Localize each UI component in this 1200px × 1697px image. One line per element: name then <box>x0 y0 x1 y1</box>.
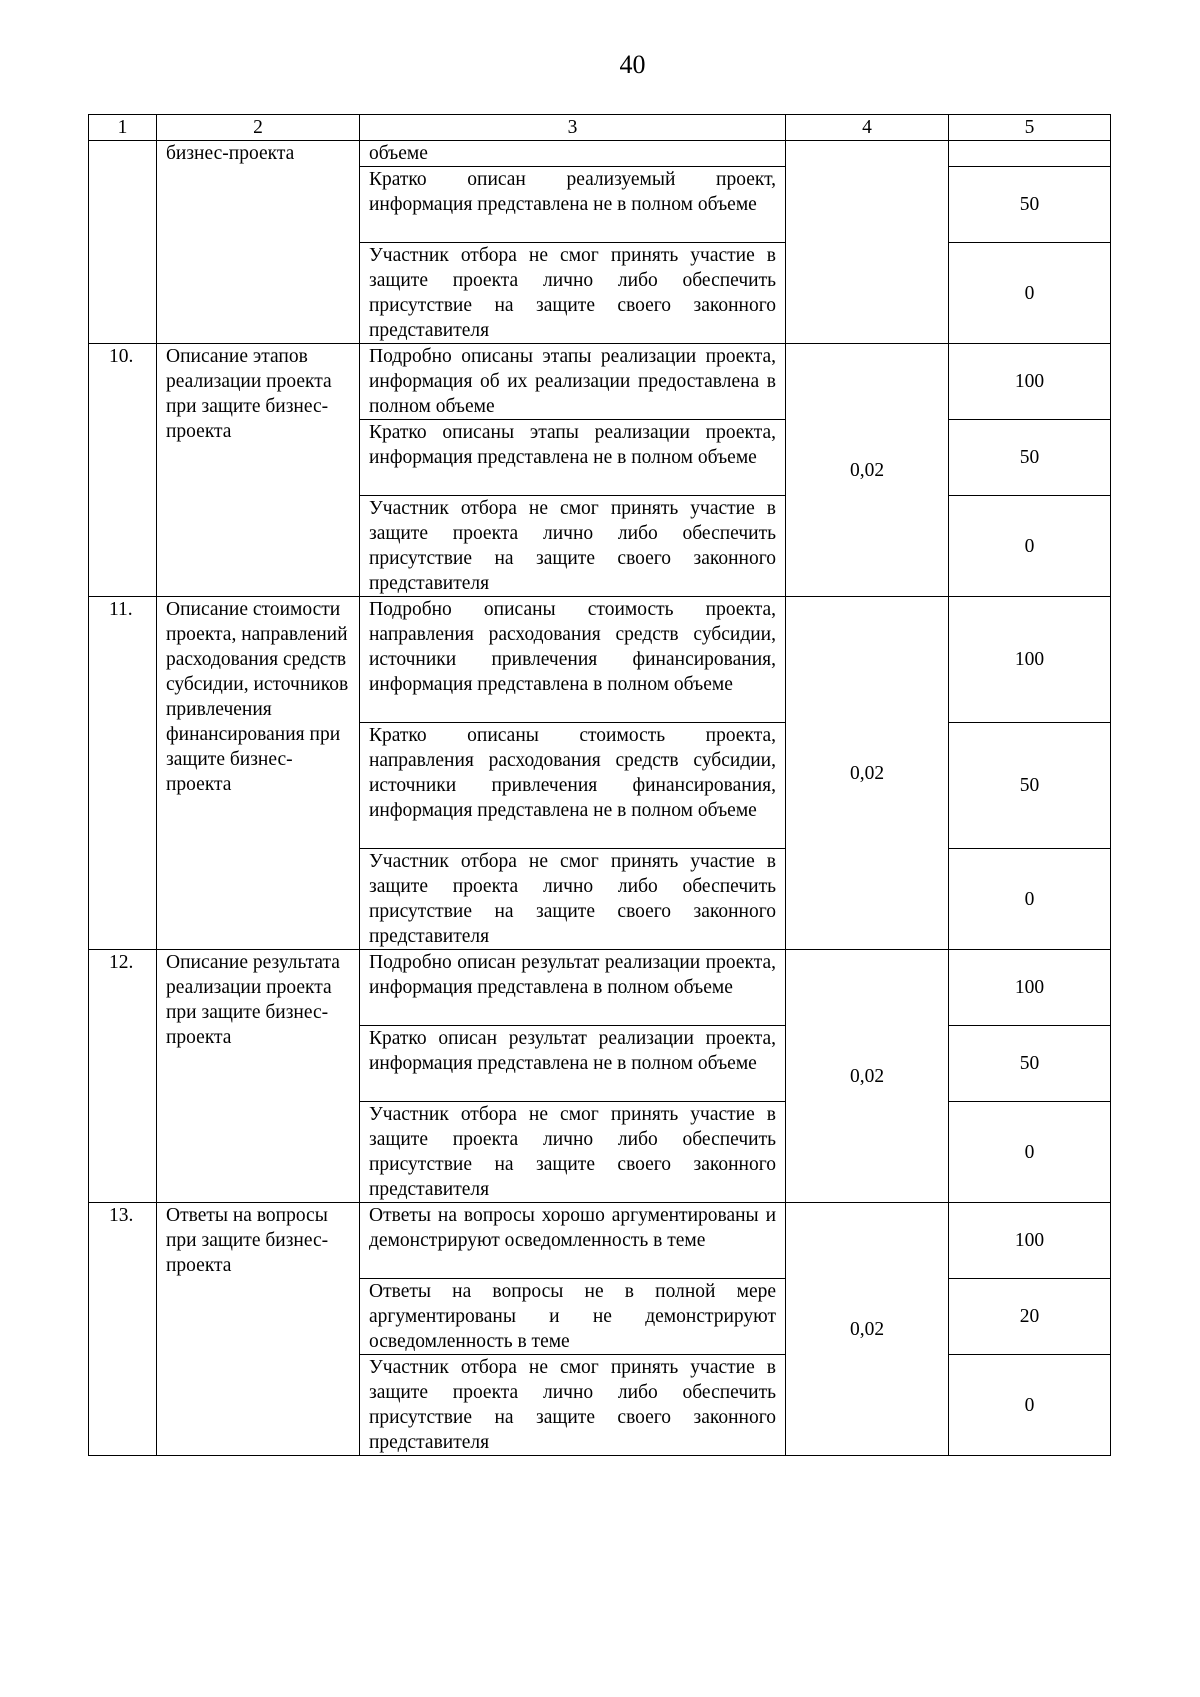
score-cell: 100 <box>949 597 1111 723</box>
criteria-table <box>88 114 1111 1456</box>
score-cell: 50 <box>949 420 1111 496</box>
item-number-cell <box>89 141 157 344</box>
weight-cell: 0,02 <box>786 597 949 950</box>
description-cell: Подробно описаны стоимость проекта, направления расходования средств субсидии, источники привлечения финансирования, информация представлена в полном объеме <box>360 597 786 723</box>
description-cell: Участник отбора не смог принять участие в защите проекта лично либо обеспечить присутствие на защите своего законного представителя <box>360 496 786 597</box>
column-header: 4 <box>786 115 949 141</box>
table-row <box>89 1203 1111 1279</box>
table-row <box>89 950 1111 1026</box>
score-cell: 100 <box>949 344 1111 420</box>
item-number-cell: 13. <box>89 1203 157 1456</box>
score-cell: 0 <box>949 1102 1111 1203</box>
description-cell: Подробно описаны этапы реализации проекта, информация об их реализации предоставлена в полном объеме <box>360 344 786 420</box>
description-cell: Кратко описан результат реализации проекта, информация представлена не в полном объеме <box>360 1026 786 1102</box>
table-row <box>89 344 1111 420</box>
criterion-cell: Описание стоимости проекта, направлений расходования средств субсидии, источников привлечения финансирования при защите бизнес-проекта <box>157 597 360 950</box>
criterion-cell: бизнес-проекта <box>157 141 360 344</box>
description-cell: Ответы на вопросы не в полной мере аргументированы и не демонстрируют осведомленность в теме <box>360 1279 786 1355</box>
score-cell: 50 <box>949 723 1111 849</box>
item-number-cell: 11. <box>89 597 157 950</box>
score-cell: 50 <box>949 1026 1111 1102</box>
item-number-cell: 10. <box>89 344 157 597</box>
description-cell: Ответы на вопросы хорошо аргументированы и демонстрируют осведомленность в теме <box>360 1203 786 1279</box>
table-row <box>89 597 1111 723</box>
column-header: 5 <box>949 115 1111 141</box>
column-header: 3 <box>360 115 786 141</box>
criterion-cell: Описание этапов реализации проекта при защите бизнес-проекта <box>157 344 360 597</box>
score-cell: 100 <box>949 1203 1111 1279</box>
score-cell: 0 <box>949 243 1111 344</box>
score-cell: 20 <box>949 1279 1111 1355</box>
description-cell: Кратко описаны этапы реализации проекта, информация представлена не в полном объеме <box>360 420 786 496</box>
score-cell: 50 <box>949 167 1111 243</box>
description-cell: Участник отбора не смог принять участие в защите проекта лично либо обеспечить присутствие на защите своего законного представителя <box>360 243 786 344</box>
table-header-row <box>89 115 1111 141</box>
description-cell: объеме <box>360 141 786 167</box>
page-number: 40 <box>619 50 646 79</box>
table-row <box>89 141 1111 167</box>
description-cell: Подробно описан результат реализации проекта, информация представлена в полном объеме <box>360 950 786 1026</box>
description-cell: Участник отбора не смог принять участие в защите проекта лично либо обеспечить присутствие на защите своего законного представителя <box>360 1355 786 1456</box>
criterion-cell: Описание результата реализации проекта при защите бизнес-проекта <box>157 950 360 1203</box>
score-cell: 0 <box>949 1355 1111 1456</box>
weight-cell: 0,02 <box>786 1203 949 1456</box>
description-cell: Кратко описан реализуемый проект, информация представлена не в полном объеме <box>360 167 786 243</box>
criterion-cell: Ответы на вопросы при защите бизнес-проекта <box>157 1203 360 1456</box>
score-cell: 100 <box>949 950 1111 1026</box>
column-header: 1 <box>89 115 157 141</box>
description-cell: Участник отбора не смог принять участие в защите проекта лично либо обеспечить присутствие на защите своего законного представителя <box>360 1102 786 1203</box>
item-number-cell: 12. <box>89 950 157 1203</box>
score-cell: 0 <box>949 849 1111 950</box>
weight-cell: 0,02 <box>786 950 949 1203</box>
score-cell <box>949 141 1111 167</box>
description-cell: Участник отбора не смог принять участие в защите проекта лично либо обеспечить присутствие на защите своего законного представителя <box>360 849 786 950</box>
score-cell: 0 <box>949 496 1111 597</box>
description-cell: Кратко описаны стоимость проекта, направления расходования средств субсидии, источники привлечения финансирования, информация представлена не в полном объеме <box>360 723 786 849</box>
column-header: 2 <box>157 115 360 141</box>
weight-cell: 0,02 <box>786 344 949 597</box>
weight-cell <box>786 141 949 344</box>
